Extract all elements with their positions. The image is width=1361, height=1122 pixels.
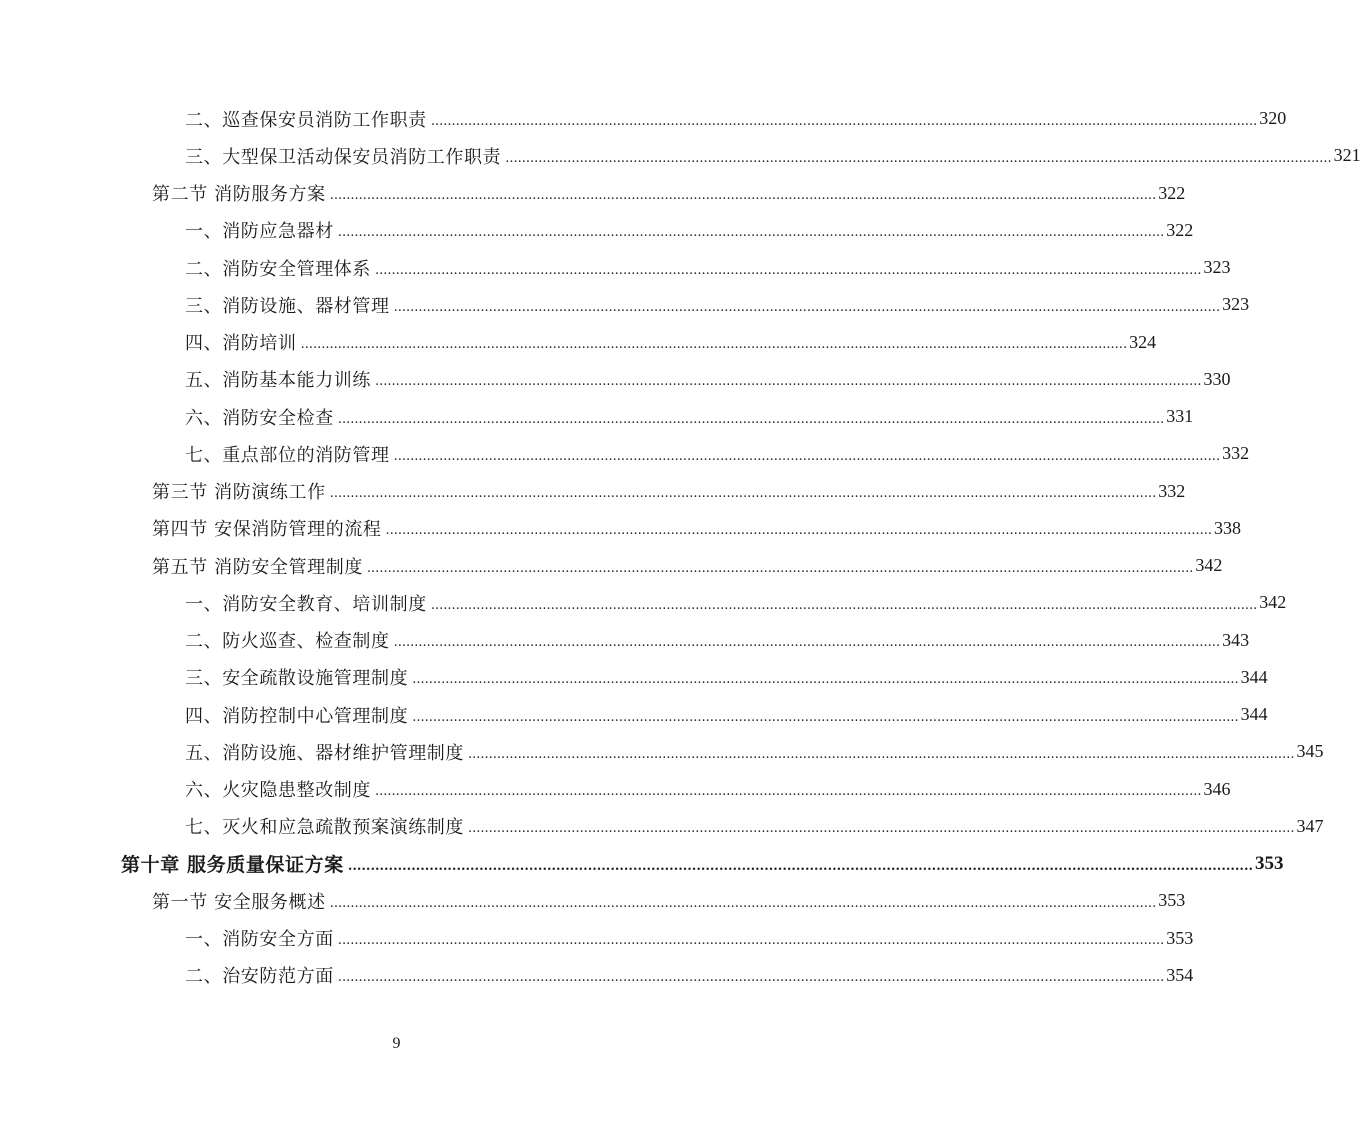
dot-leader: ........................................................................................................................................................................................................ [505,150,1332,166]
dot-leader: ........................................................................................................................................................................................................ [412,709,1239,725]
toc-entry[interactable] [0,547,1223,584]
toc-entry-title: 四、消防培训 [185,333,297,355]
dot-leader: ........................................................................................................................................................................................................ [337,970,1165,986]
toc-entry-page-number: 330 [1203,368,1231,389]
toc-entry-title: 第二节 消防服务方案 [152,184,326,206]
toc-entry[interactable] [0,510,1241,547]
toc-entry-page-number: 347 [1296,815,1324,836]
dot-leader: ........................................................................................................................................................................................................ [329,188,1157,204]
toc-entry[interactable] [0,473,1186,510]
toc-entry-title: 二、消防安全管理体系 [185,258,371,280]
page-number: 9 [392,1035,401,1052]
toc-entry-page-number: 354 [1166,964,1194,985]
toc-entry[interactable] [0,249,1231,286]
toc-entry[interactable] [0,882,1186,919]
toc-entry[interactable] [0,175,1186,212]
toc-entry[interactable] [0,808,1324,845]
dot-leader: ........................................................................................................................................................................................................ [329,486,1157,502]
dot-leader: ........................................................................................................................................................................................................ [329,895,1157,911]
dot-leader: ........................................................................................................................................................................................................ [337,933,1165,949]
toc-entry-title: 七、重点部位的消防管理 [185,444,390,466]
dot-leader: ........................................................................................................................................................................................................ [375,374,1202,390]
toc-entry-title: 三、大型保卫活动保安员消防工作职责 [185,146,502,168]
toc-entry-page-number: 332 [1158,480,1186,501]
toc-entry-page-number: 331 [1166,406,1194,427]
toc-entry[interactable] [0,696,1268,733]
toc-entry-page-number: 323 [1222,294,1250,315]
toc-entry[interactable] [0,100,1287,137]
toc-entry[interactable] [0,324,1157,361]
toc-entry[interactable] [0,957,1194,994]
toc-entry-page-number: 324 [1129,331,1157,352]
toc-entry-page-number: 342 [1259,592,1287,613]
toc-entry-title: 六、火灾隐患整改制度 [185,780,371,802]
toc-entry-page-number: 344 [1240,666,1268,687]
toc-entry-page-number: 353 [1158,890,1186,911]
toc-entry[interactable] [0,137,1361,174]
dot-leader: ........................................................................................................................................................................................................ [366,560,1194,576]
toc-entry[interactable] [0,920,1194,957]
dot-leader: ........................................................................................................................................................................................................ [412,672,1239,688]
toc-entry-page-number: 320 [1259,108,1287,129]
toc-entry-title: 三、安全疏散设施管理制度 [185,668,409,690]
dot-leader: ........................................................................................................................................................................................................ [393,448,1221,464]
toc-entry[interactable] [0,361,1231,398]
dot-leader: ........................................................................................................................................................................................................ [375,262,1202,278]
table-of-contents [0,100,1361,994]
toc-entry-page-number: 353 [1255,852,1284,874]
toc-entry-page-number: 345 [1296,741,1324,762]
toc-entry-page-number: 323 [1203,257,1231,278]
toc-entry-title: 一、消防安全方面 [185,929,334,951]
toc-entry[interactable] [0,286,1250,323]
toc-entry[interactable] [0,659,1268,696]
toc-entry-title: 五、消防基本能力训练 [185,370,371,392]
toc-entry[interactable] [0,622,1250,659]
toc-entry-title: 二、治安防范方面 [185,966,334,988]
toc-entry-title: 第十章 服务质量保证方案 [121,854,344,877]
dot-leader: ........................................................................................................................................................................................................ [337,411,1165,427]
dot-leader: ........................................................................................................................................................................................................ [385,523,1212,539]
toc-entry-title: 二、防火巡查、检查制度 [185,631,390,653]
dot-leader: ........................................................................................................................................................................................................ [430,113,1258,129]
toc-entry-title: 七、灭火和应急疏散预案演练制度 [185,817,464,839]
toc-entry-title: 六、消防安全检查 [185,407,334,429]
dot-leader: ........................................................................................................................................................................................................ [468,821,1295,837]
toc-entry[interactable] [0,584,1287,621]
toc-entry-title: 一、消防应急器材 [185,221,334,243]
dot-leader: ........................................................................................................................................................................................................ [393,299,1221,315]
toc-entry-title: 第一节 安全服务概述 [152,891,326,913]
toc-entry-title: 第三节 消防演练工作 [152,482,326,504]
toc-entry-title: 二、巡查保安员消防工作职责 [185,109,427,131]
toc-entry[interactable] [0,845,1284,882]
dot-leader: ........................................................................................................................................................................................................ [337,225,1165,241]
toc-entry[interactable] [0,733,1324,770]
dot-leader: ........................................................................................................................................................................................................ [300,337,1128,353]
toc-entry-page-number: 338 [1214,517,1241,538]
toc-entry-page-number: 321 [1333,145,1361,166]
toc-entry[interactable] [0,771,1231,808]
toc-entry-page-number: 342 [1195,555,1223,576]
dot-leader: ........................................................................................................................................................................................................ [347,858,1254,874]
toc-entry-title: 三、消防设施、器材管理 [185,295,390,317]
toc-entry[interactable] [0,435,1250,472]
toc-entry-page-number: 346 [1203,778,1231,799]
toc-entry-page-number: 322 [1166,219,1194,240]
toc-entry-title: 第五节 消防安全管理制度 [152,556,363,578]
toc-entry-page-number: 344 [1240,704,1268,725]
dot-leader: ........................................................................................................................................................................................................ [393,635,1221,651]
toc-entry-title: 四、消防控制中心管理制度 [185,705,409,727]
toc-entry-page-number: 332 [1222,443,1250,464]
toc-entry-title: 一、消防安全教育、培训制度 [185,593,427,615]
toc-entry-page-number: 353 [1166,927,1194,948]
toc-entry[interactable] [0,212,1194,249]
dot-leader: ........................................................................................................................................................................................................ [468,746,1295,762]
toc-entry-title: 第四节 安保消防管理的流程 [152,519,382,541]
toc-entry-title: 五、消防设施、器材维护管理制度 [185,742,464,764]
toc-entry[interactable] [0,398,1194,435]
toc-entry-page-number: 322 [1158,182,1186,203]
dot-leader: ........................................................................................................................................................................................................ [375,784,1202,800]
toc-entry-page-number: 343 [1222,629,1250,650]
dot-leader: ........................................................................................................................................................................................................ [430,597,1258,613]
